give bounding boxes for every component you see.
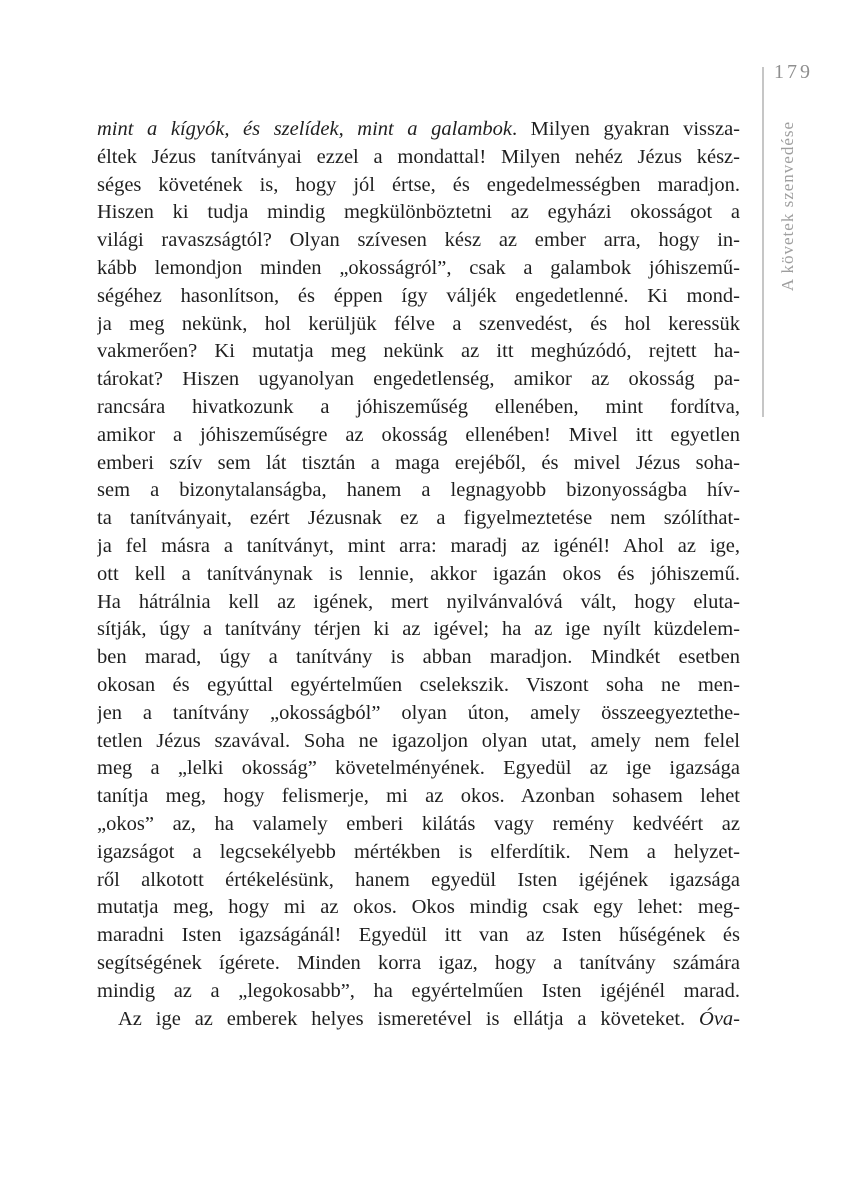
text-line [97, 533, 740, 561]
text-line [97, 311, 740, 339]
text-segment: segítségének ígérete. Minden korra igaz, hogy a tanítvány számára [97, 951, 740, 974]
text-line [97, 811, 740, 839]
text-segment: „okos” az, ha valamely emberi kilátás vagy remény kedvéért az [97, 812, 740, 835]
text-block [97, 116, 740, 1033]
text-line [97, 561, 740, 589]
text-line [97, 616, 740, 644]
text-segment: emberi szív sem lát tisztán a maga erejéből, és mivel Jézus soha- [97, 451, 740, 474]
italic-text-segment: Óva- [699, 1007, 740, 1030]
text-segment: ről alkotott értékelésünk, hanem egyedül Isten igéjének igazsága [97, 868, 740, 891]
text-segment: igazságot a legcsekélyebb mértékben is elferdítik. Nem a helyzet- [97, 840, 740, 863]
text-line [97, 978, 740, 1006]
text-segment: Az ige az emberek helyes ismeretével is ellátja a követeket. [118, 1007, 700, 1030]
text-line [97, 422, 740, 450]
text-segment: tetlen Jézus szavával. Soha ne igazoljon olyan utat, amely nem felel [97, 729, 740, 752]
page-number: 179 [774, 61, 813, 83]
text-segment: ja fel másra a tanítványt, mint arra: maradj az igénél! Ahol az ige, [97, 534, 740, 557]
text-line [97, 255, 740, 283]
text-line [97, 144, 740, 172]
text-segment: amikor a jóhiszeműségre az okosság ellenében! Mivel itt egyetlen [97, 423, 740, 446]
text-line [97, 199, 740, 227]
text-line [97, 644, 740, 672]
text-line [97, 728, 740, 756]
text-segment: rancsára hivatkozunk a jóhiszeműség ellenében, mint fordítva, [97, 395, 740, 418]
italic-text-segment: mint a kígyók, és szelídek, mint a galambok [97, 118, 512, 140]
margin-rule-divider [762, 67, 764, 417]
text-line [97, 783, 740, 811]
text-segment: Ha hátrálnia kell az igének, mert nyilvánvalóvá vált, hogy eluta- [97, 590, 740, 613]
text-line [97, 366, 740, 394]
text-line [97, 227, 740, 255]
text-segment: mutatja meg, hogy mi az okos. Okos mindig csak egy lehet: meg- [97, 896, 740, 919]
text-line [97, 477, 740, 505]
text-line [97, 505, 740, 533]
text-line [97, 755, 740, 783]
text-segment: jen a tanítvány „okosságból” olyan úton, amely összeegyeztethe- [97, 701, 740, 724]
text-line [97, 700, 740, 728]
text-segment: ta tanítványait, ezért Jézusnak ez a figyelmeztetése nem szólíthat- [97, 507, 740, 530]
text-segment: Hiszen ki tudja mindig megkülönböztetni az egyházi okosságot a [97, 201, 740, 224]
text-segment: sítják, úgy a tanítvány térjen ki az igével; ha az ige nyílt küzdelem- [97, 618, 740, 641]
text-segment: éltek Jézus tanítványai ezzel a mondattal! Milyen nehéz Jézus kész- [97, 145, 740, 168]
running-head-vertical: A követek szenvedése [778, 120, 797, 292]
text-line [97, 338, 740, 366]
text-line [97, 950, 740, 978]
text-line [97, 394, 740, 422]
text-line [97, 867, 740, 895]
text-segment: ott kell a tanítványnak is lennie, akkor igazán okos és jóhiszemű. [97, 562, 740, 585]
text-line [97, 589, 740, 617]
text-segment: világi ravaszságtól? Olyan szívesen kész az ember arra, hogy in- [97, 229, 740, 252]
text-segment: sem a bizonytalanságba, hanem a legnagyobb bizonyosságba hív- [97, 479, 740, 502]
text-line [97, 116, 740, 144]
text-segment: ben marad, úgy a tanítvány is abban maradjon. Mindkét esetben [97, 646, 740, 669]
text-segment: vakmerően? Ki mutatja meg nekünk az itt meghúzódó, rejtett ha- [97, 340, 740, 363]
text-segment: meg a „lelki okosság” követelményének. Egyedül az ige igazsága [97, 757, 740, 780]
text-line [97, 172, 740, 200]
text-segment: tanítja meg, hogy felismerje, mi az okos. Azonban sohasem lehet [97, 785, 740, 808]
text-segment: tárokat? Hiszen ugyanolyan engedetlenség, amikor az okosság pa- [97, 368, 740, 391]
text-segment: séges követének is, hogy jól értse, és engedelmességben maradjon. [97, 173, 740, 196]
text-line [97, 672, 740, 700]
text-segment: ségéhez hasonlítson, és éppen így váljék engedetlenné. Ki mond- [97, 284, 740, 307]
text-segment: kább lemondjon minden „okosságról”, csak a galambok jóhiszemű- [97, 256, 740, 279]
text-segment: okosan és egyúttal egyértelműen cselekszik. Viszont soha ne men- [97, 673, 740, 696]
text-segment: maradni Isten igazságánál! Egyedül itt van az Isten hűségének és [97, 924, 740, 947]
text-line [97, 922, 740, 950]
text-segment: ja meg nekünk, hol kerüljük félve a szenvedést, és hol keressük [97, 312, 740, 335]
text-line [97, 839, 740, 867]
text-segment: mindig az a „legokosabb”, ha egyértelműen Isten igéjénél marad. [97, 979, 740, 1002]
text-line [97, 450, 740, 478]
text-line [97, 1006, 740, 1034]
text-line [97, 283, 740, 311]
text-segment: . Milyen gyakran vissza- [511, 118, 740, 140]
text-line [97, 894, 740, 922]
